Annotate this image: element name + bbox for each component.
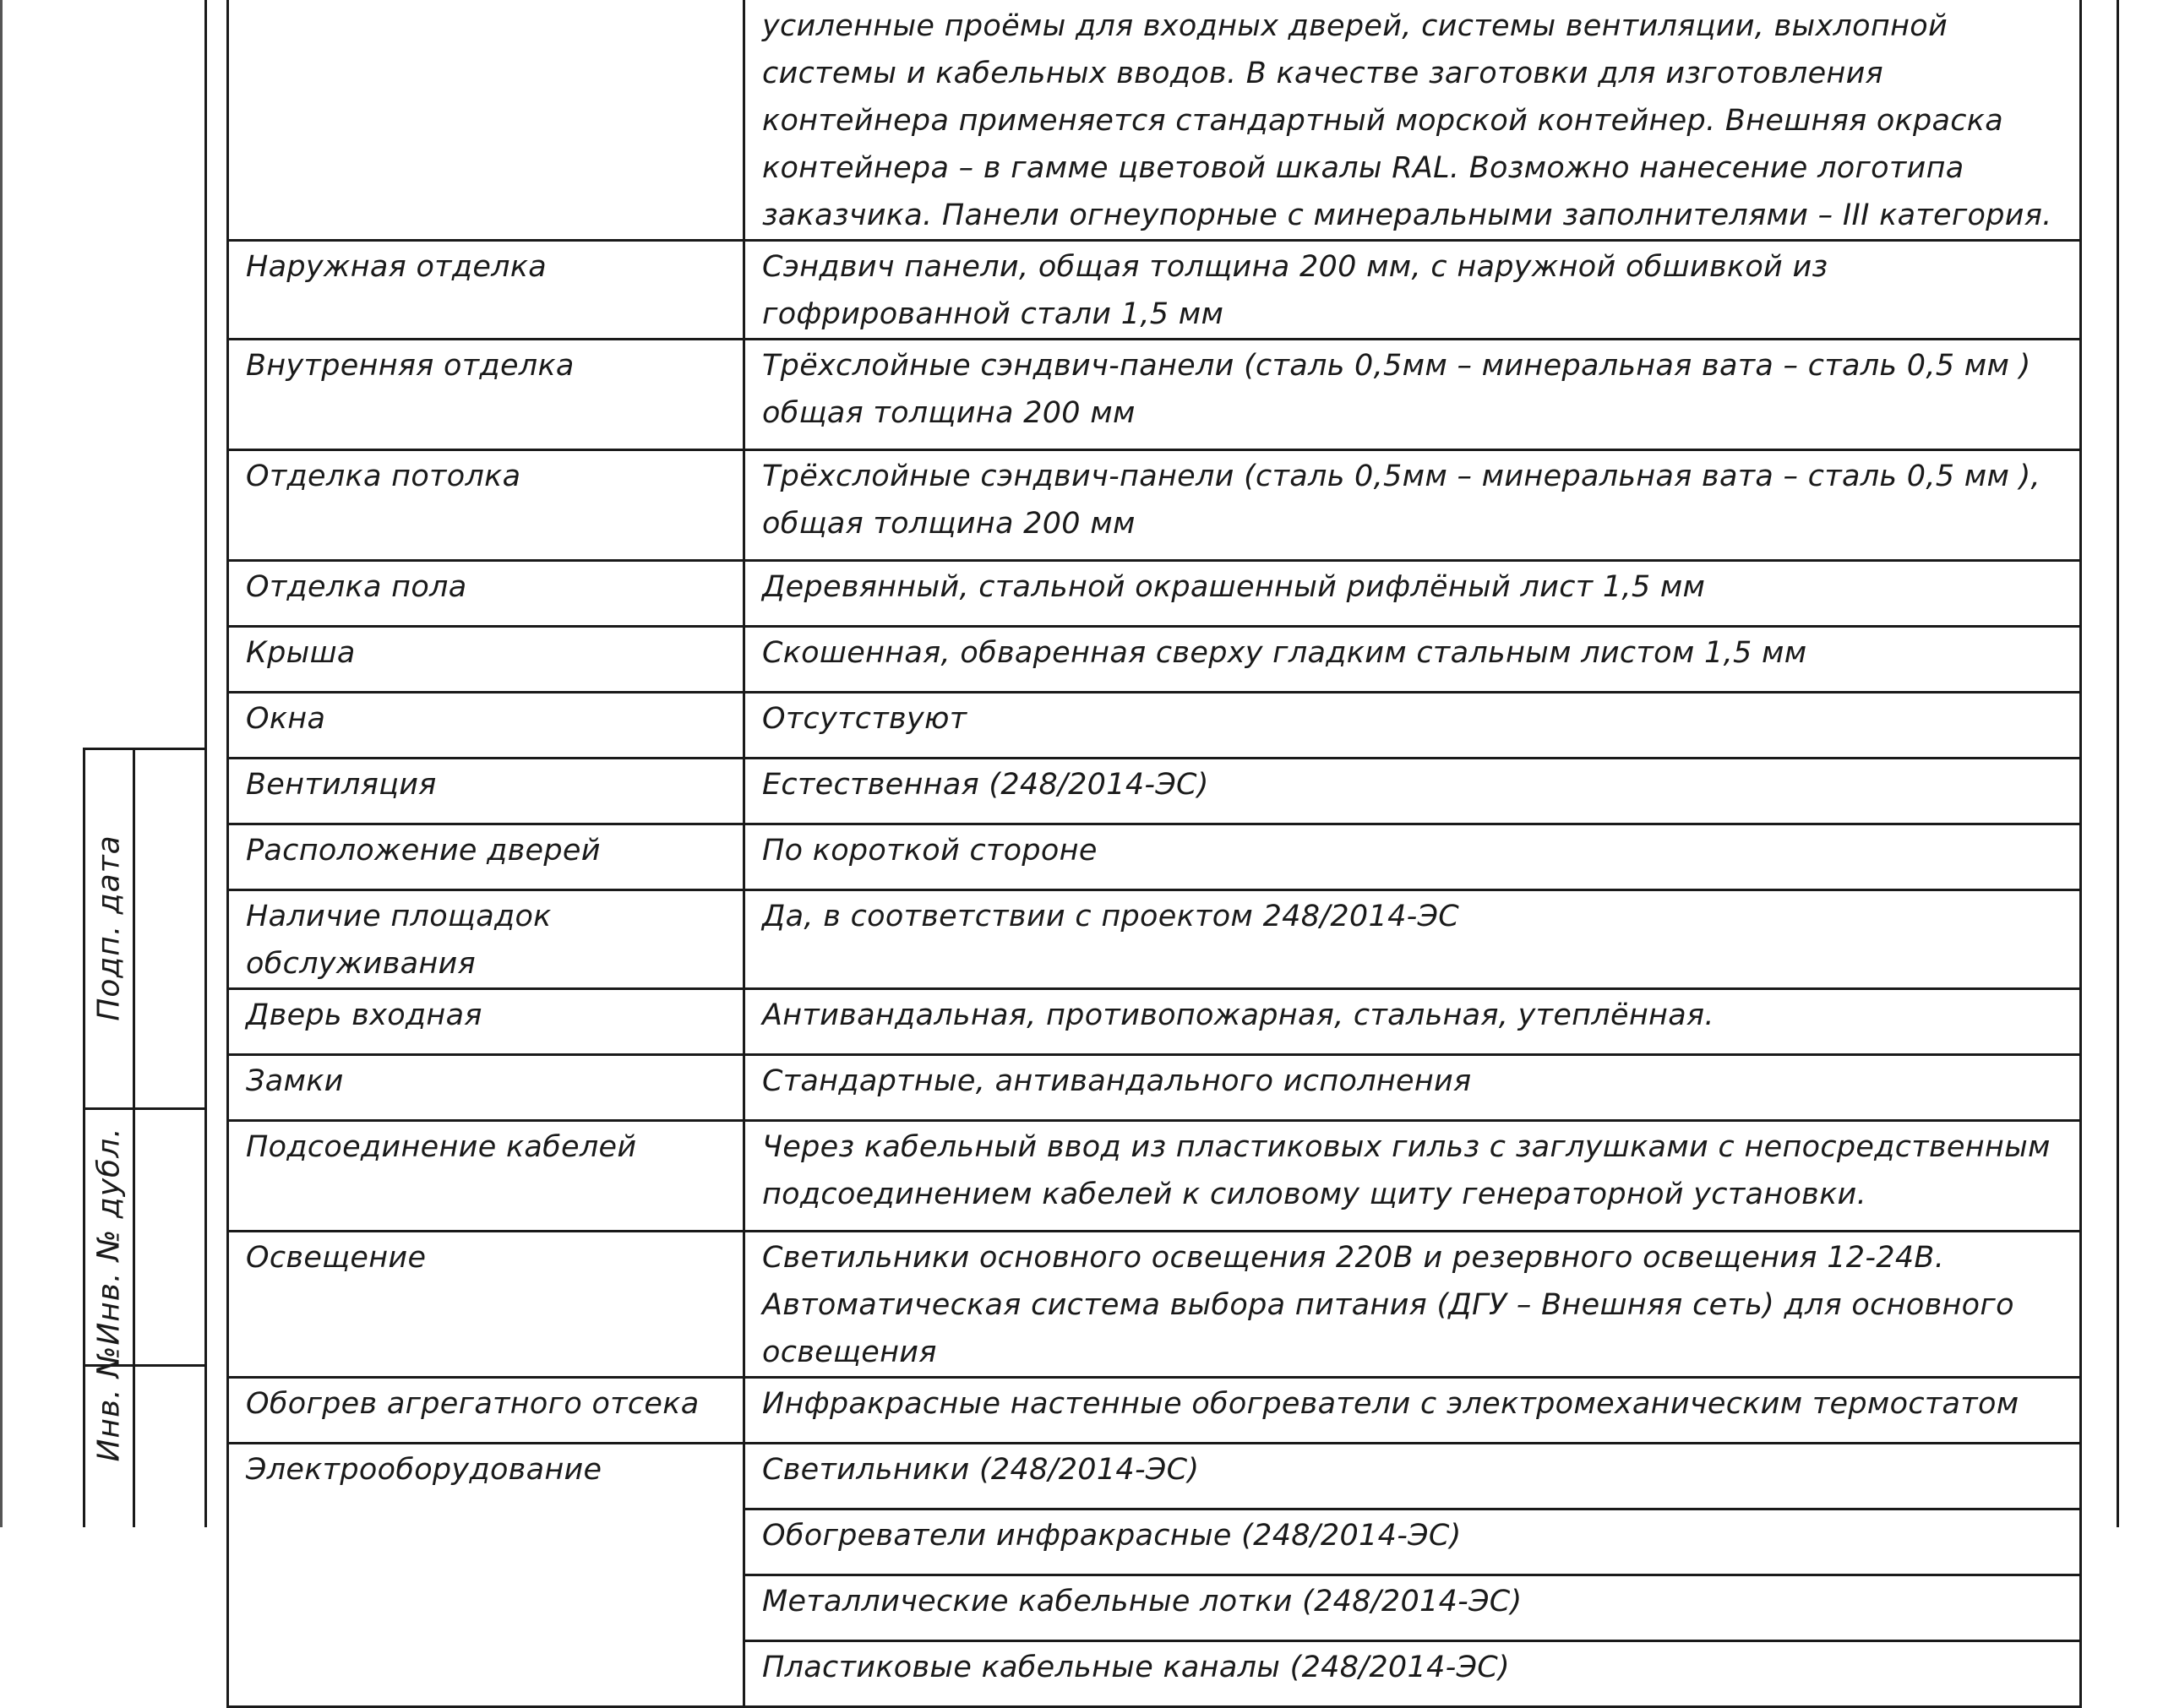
value-cell: Стандартные, антивандального исполнения [744,1055,2081,1121]
table-row [228,0,2081,241]
table-row [228,561,2081,627]
param-cell: Расположение дверей [228,824,744,890]
value-cell: Сэндвич панели, общая толщина 200 мм, с наружной обшивкой из гофрированной стали 1,5 мм [744,241,2081,340]
value-cell: Пластиковые кабельные каналы (248/2014-ЭС) [744,1641,2081,1707]
table-row [228,1121,2081,1232]
param-cell: Электрооборудование [228,1444,744,1707]
value-cell: Естественная (248/2014-ЭС) [744,759,2081,824]
table-row [228,627,2081,693]
table-row [228,1378,2081,1444]
table-row [228,759,2081,824]
value-cell: Отсутствуют [744,693,2081,759]
param-cell: Отделка потолка [228,450,744,561]
param-cell: Обогрев агрегатного отсека [228,1378,744,1444]
table-row [228,890,2081,989]
table-row [228,693,2081,759]
param-cell: Вентиляция [228,759,744,824]
spec-table [226,0,2082,1708]
param-cell: Наружная отделка [228,241,744,340]
param-cell [228,0,744,241]
param-cell: Внутренняя отделка [228,340,744,450]
stamp-cell-sign-date [83,748,135,1107]
stamp-cell-inv-dup [83,1107,135,1364]
value-cell: Инфракрасные настенные обогреватели с электромеханическим термостатом [744,1378,2081,1444]
param-cell: Освещение [228,1232,744,1378]
param-cell: Замки [228,1055,744,1121]
table-row [228,450,2081,561]
value-cell: Обогреватели инфракрасные (248/2014-ЭС) [744,1509,2081,1575]
sheet-left-edge [0,0,3,1527]
side-stamp [83,748,206,1527]
table-row [228,989,2081,1055]
value-cell: По короткой стороне [744,824,2081,890]
value-cell: усиленные проёмы для входных дверей, системы вентиляции, выхлопной системы и кабельных вводов. В качестве заготовки для изготовления контейнера применяется стандартный морской контейнер. Внешняя окраска контейнера – в гамме цветовой шкалы RAL. Возможно нанесение логотипа заказчика. Панели огнеупорные с минеральными заполнителями – III категория. [744,0,2081,241]
table-row [228,340,2081,450]
value-cell: Трёхслойные сэндвич-панели (сталь 0,5мм – минеральная вата – сталь 0,5 мм ) общая толщина 200 мм [744,340,2081,450]
value-cell: Да, в соответствии с проектом 248/2014-ЭС [744,890,2081,989]
table-row [228,241,2081,340]
param-cell: Подсоединение кабелей [228,1121,744,1232]
value-cell: Металлические кабельные лотки (248/2014-ЭС) [744,1575,2081,1641]
value-cell: Скошенная, обваренная сверху гладким стальным листом 1,5 мм [744,627,2081,693]
table-row [228,1055,2081,1121]
table-row [228,1444,2081,1509]
value-cell: Трёхслойные сэндвич-панели (сталь 0,5мм – минеральная вата – сталь 0,5 мм ), общая толщина 200 мм [744,450,2081,561]
value-cell: Светильники (248/2014-ЭС) [744,1444,2081,1509]
stamp-label-inv-dup: Инв. № дубл. [91,1126,127,1346]
param-cell: Наличие площадок обслуживания [228,890,744,989]
value-cell: Светильники основного освещения 220В и резервного освещения 12-24В. Автоматическая система выбора питания (ДГУ – Внешняя сеть) для основного освещения [744,1232,2081,1378]
table-row [228,824,2081,890]
value-cell: Через кабельный ввод из пластиковых гильз с заглушками с непосредственным подсоединением кабелей к силовому щиту генераторной установки. [744,1121,2081,1232]
table-row [228,1232,2081,1378]
param-cell: Окна [228,693,744,759]
param-cell: Крыша [228,627,744,693]
stamp-label-inv-no: Инв. № [91,1345,127,1462]
sheet-right-edge [2117,0,2119,1527]
value-cell: Деревянный, стальной окрашенный рифлёный лист 1,5 мм [744,561,2081,627]
param-cell: Отделка пола [228,561,744,627]
stamp-cell-inv-no [83,1345,135,1544]
param-cell: Дверь входная [228,989,744,1055]
stamp-label-sign-date: Подп. дата [91,834,127,1021]
value-cell: Антивандальная, противопожарная, стальная, утеплённая. [744,989,2081,1055]
